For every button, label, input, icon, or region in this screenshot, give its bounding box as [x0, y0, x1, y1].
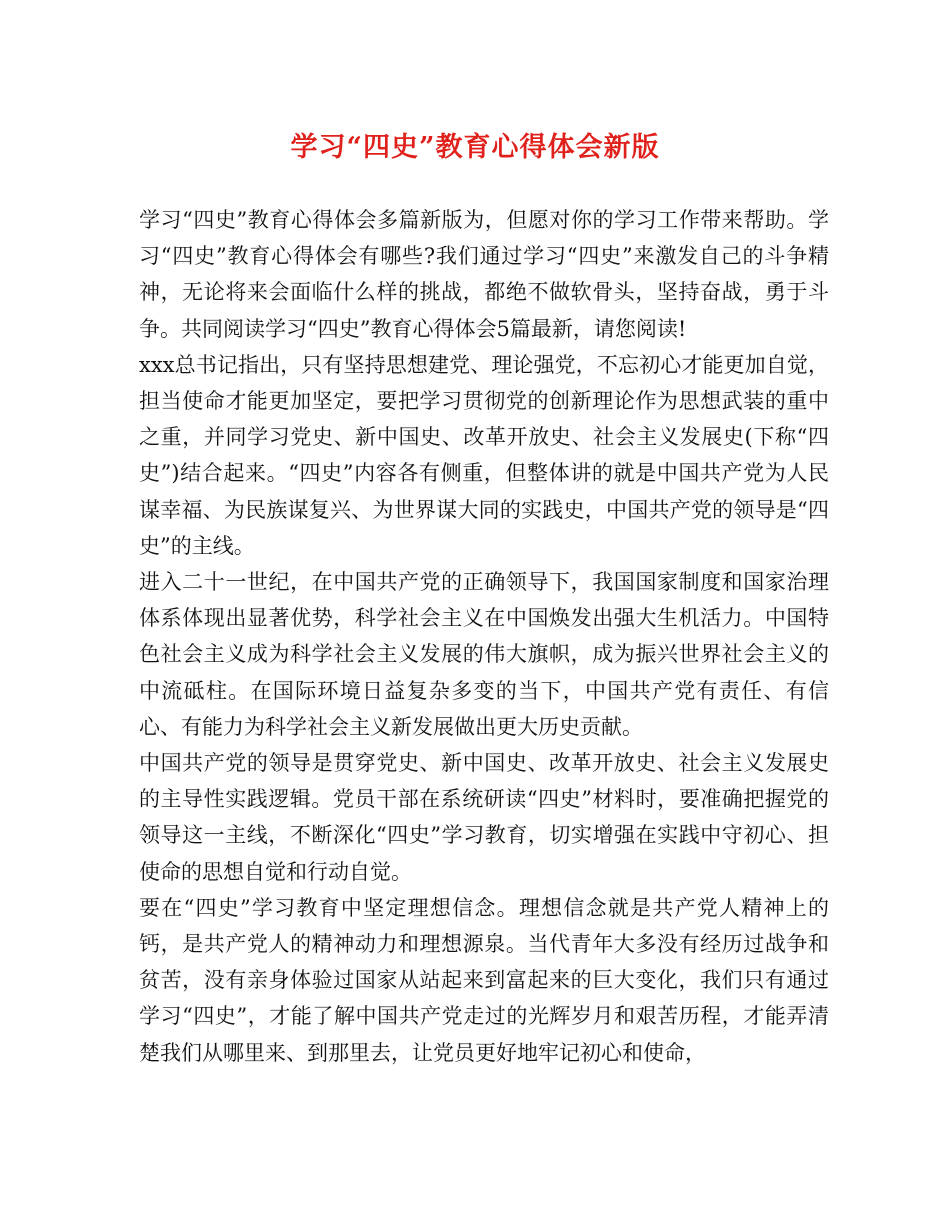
- paragraph-intro: 学习“四史”教育心得体会多篇新版为，但愿对你的学习工作带来帮助。学习“四史”教育心得体会有哪些?我们通过学习“四史”来激发自己的斗争精神，无论将来会面临什么样的挑战，都绝不做软骨头，坚持奋战，勇于斗争。共同阅读学习“四史”教育心得体会5篇最新，请您阅读!: [139, 208, 829, 341]
- paragraph-new-century: 进入二十一世纪，在中国共产党的正确领导下，我国国家制度和国家治理体系体现出显著优势，科学社会主义在中国焕发出强大生机活力。中国特色社会主义成为科学社会主义发展的伟大旗帜，成为振兴世界社会主义的中流砥柱。在国际环境日益复杂多变的当下，中国共产党有责任、有信心、有能力为科学社会主义新发展做出更大历史贡献。: [139, 570, 829, 739]
- paragraph-ideals-beliefs: 要在“四史”学习教育中坚定理想信念。理想信念就是共产党人精神上的钙，是共产党人的精神动力和理想源泉。当代青年大多没有经历过战争和贫苦，没有亲身体验过国家从站起来到富起来的巨大变化，我们只有通过学习“四史”，才能了解中国共产党走过的光辉岁月和艰苦历程，才能弄清楚我们从哪里来、到那里去，让党员更好地牢记初心和使命，: [139, 895, 829, 1065]
- document-body: [139, 202, 829, 1071]
- document-title: 学习“四史”教育心得体会新版: [290, 132, 660, 163]
- paragraph-party-leadership: 中国共产党的领导是贯穿党史、新中国史、改革开放史、社会主义发展史的主导性实践逻辑。党员干部在系统研读“四史”材料时，要准确把握党的领导这一主线，不断深化“四史”学习教育，切实增强在实践中守初心、担使命的思想自觉和行动自觉。: [139, 751, 829, 884]
- paragraph-instruction: xxx总书记指出，只有坚持思想建党、理论强党，不忘初心才能更加自觉，担当使命才能更加坚定，要把学习贯彻党的创新理论作为思想武装的重中之重，并同学习党史、新中国史、改革开放史、社会主义发展史(下称“四史”)结合起来。“四史”内容各有侧重，但整体讲的就是中国共产党为人民谋幸福、为民族谋复兴、为世界谋大同的实践史，中国共产党的领导是“四史”的主线。: [139, 352, 829, 558]
